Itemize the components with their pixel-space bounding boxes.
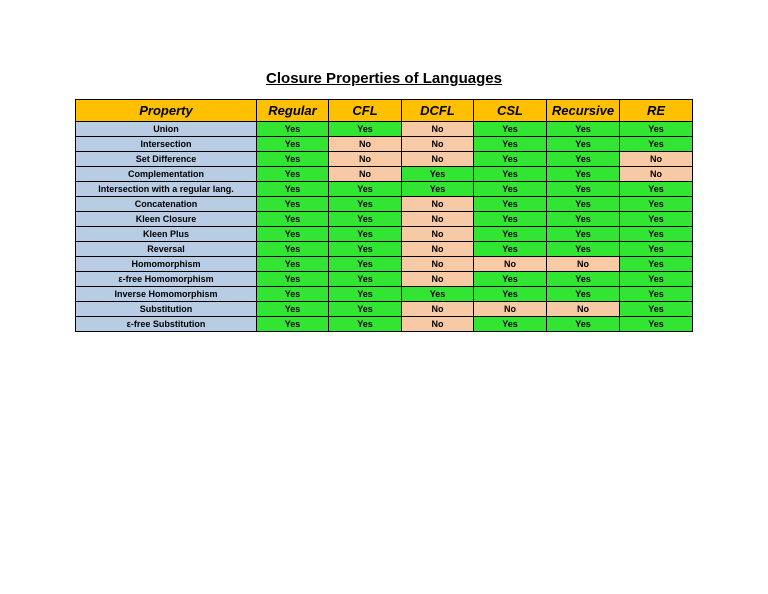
cfl-cell: Yes [329, 227, 402, 242]
cfl-cell: Yes [329, 272, 402, 287]
dcfl-cell: No [402, 122, 474, 137]
csl-cell: Yes [474, 167, 547, 182]
property-cell: Intersection [76, 137, 257, 152]
dcfl-cell: No [402, 227, 474, 242]
dcfl-cell: No [402, 242, 474, 257]
cfl-cell: Yes [329, 302, 402, 317]
table-row [76, 212, 693, 227]
csl-cell: Yes [474, 182, 547, 197]
table-row [76, 197, 693, 212]
csl-cell: Yes [474, 152, 547, 167]
dcfl-cell: No [402, 317, 474, 332]
regular-cell: Yes [257, 167, 329, 182]
header-dcfl: DCFL [402, 100, 474, 122]
regular-cell: Yes [257, 182, 329, 197]
csl-cell: Yes [474, 197, 547, 212]
re-cell: Yes [620, 182, 693, 197]
recursive-cell: Yes [547, 122, 620, 137]
property-cell: Intersection with a regular lang. [76, 182, 257, 197]
recursive-cell: Yes [547, 272, 620, 287]
cfl-cell: Yes [329, 257, 402, 272]
dcfl-cell: No [402, 272, 474, 287]
property-cell: Homomorphism [76, 257, 257, 272]
dcfl-cell: No [402, 152, 474, 167]
table-row [76, 302, 693, 317]
property-cell: Substitution [76, 302, 257, 317]
table-row [76, 287, 693, 302]
cfl-cell: Yes [329, 287, 402, 302]
table-row [76, 137, 693, 152]
re-cell: Yes [620, 302, 693, 317]
cfl-cell: No [329, 152, 402, 167]
recursive-cell: No [547, 257, 620, 272]
regular-cell: Yes [257, 152, 329, 167]
table-row [76, 317, 693, 332]
recursive-cell: Yes [547, 317, 620, 332]
dcfl-cell: No [402, 257, 474, 272]
header-property: Property [76, 100, 257, 122]
property-cell: ε-free Substitution [76, 317, 257, 332]
table-row [76, 257, 693, 272]
re-cell: Yes [620, 197, 693, 212]
table-row [76, 227, 693, 242]
regular-cell: Yes [257, 272, 329, 287]
cfl-cell: Yes [329, 212, 402, 227]
recursive-cell: Yes [547, 152, 620, 167]
header-regular: Regular [257, 100, 329, 122]
table-row [76, 242, 693, 257]
csl-cell: Yes [474, 212, 547, 227]
re-cell: Yes [620, 122, 693, 137]
header-cfl: CFL [329, 100, 402, 122]
recursive-cell: Yes [547, 212, 620, 227]
property-cell: Set Difference [76, 152, 257, 167]
header-re: RE [620, 100, 693, 122]
cfl-cell: No [329, 167, 402, 182]
dcfl-cell: No [402, 137, 474, 152]
dcfl-cell: Yes [402, 167, 474, 182]
property-cell: Kleen Plus [76, 227, 257, 242]
re-cell: No [620, 167, 693, 182]
recursive-cell: Yes [547, 242, 620, 257]
table-header-row [76, 100, 693, 122]
recursive-cell: Yes [547, 137, 620, 152]
property-cell: Concatenation [76, 197, 257, 212]
re-cell: No [620, 152, 693, 167]
closure-properties-table [75, 99, 693, 332]
csl-cell: Yes [474, 227, 547, 242]
cfl-cell: Yes [329, 182, 402, 197]
header-csl: CSL [474, 100, 547, 122]
csl-cell: Yes [474, 242, 547, 257]
re-cell: Yes [620, 287, 693, 302]
recursive-cell: Yes [547, 287, 620, 302]
table-body [76, 122, 693, 332]
regular-cell: Yes [257, 287, 329, 302]
regular-cell: Yes [257, 137, 329, 152]
property-cell: Kleen Closure [76, 212, 257, 227]
re-cell: Yes [620, 227, 693, 242]
regular-cell: Yes [257, 317, 329, 332]
regular-cell: Yes [257, 227, 329, 242]
cfl-cell: Yes [329, 317, 402, 332]
recursive-cell: Yes [547, 167, 620, 182]
regular-cell: Yes [257, 122, 329, 137]
recursive-cell: No [547, 302, 620, 317]
csl-cell: Yes [474, 317, 547, 332]
regular-cell: Yes [257, 302, 329, 317]
dcfl-cell: No [402, 197, 474, 212]
table-row [76, 182, 693, 197]
property-cell: Union [76, 122, 257, 137]
table-row [76, 272, 693, 287]
cfl-cell: Yes [329, 197, 402, 212]
cfl-cell: Yes [329, 242, 402, 257]
regular-cell: Yes [257, 257, 329, 272]
table-row [76, 122, 693, 137]
re-cell: Yes [620, 272, 693, 287]
dcfl-cell: No [402, 212, 474, 227]
recursive-cell: Yes [547, 197, 620, 212]
recursive-cell: Yes [547, 182, 620, 197]
csl-cell: No [474, 302, 547, 317]
dcfl-cell: Yes [402, 182, 474, 197]
page-title: Closure Properties of Languages [266, 70, 502, 87]
header-recursive: Recursive [547, 100, 620, 122]
dcfl-cell: Yes [402, 287, 474, 302]
cfl-cell: Yes [329, 122, 402, 137]
re-cell: Yes [620, 242, 693, 257]
property-cell: ε-free Homomorphism [76, 272, 257, 287]
dcfl-cell: No [402, 302, 474, 317]
csl-cell: Yes [474, 122, 547, 137]
cfl-cell: No [329, 137, 402, 152]
table-row [76, 152, 693, 167]
re-cell: Yes [620, 317, 693, 332]
property-cell: Complementation [76, 167, 257, 182]
property-cell: Reversal [76, 242, 257, 257]
re-cell: Yes [620, 257, 693, 272]
regular-cell: Yes [257, 212, 329, 227]
csl-cell: No [474, 257, 547, 272]
property-cell: Inverse Homomorphism [76, 287, 257, 302]
recursive-cell: Yes [547, 227, 620, 242]
csl-cell: Yes [474, 272, 547, 287]
re-cell: Yes [620, 212, 693, 227]
csl-cell: Yes [474, 287, 547, 302]
regular-cell: Yes [257, 197, 329, 212]
csl-cell: Yes [474, 137, 547, 152]
table-row [76, 167, 693, 182]
regular-cell: Yes [257, 242, 329, 257]
re-cell: Yes [620, 137, 693, 152]
